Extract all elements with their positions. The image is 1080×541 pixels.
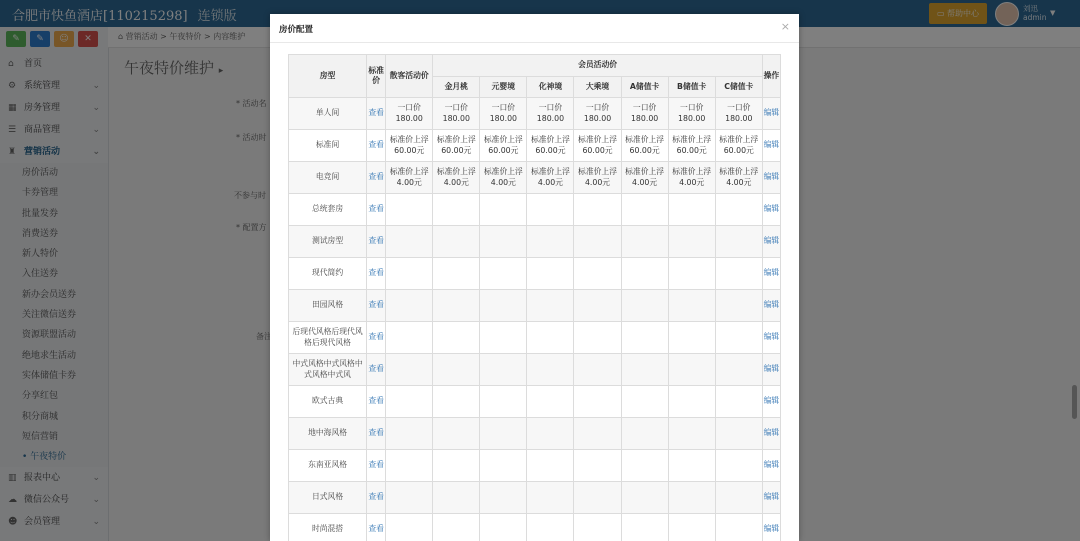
standard-price-cell: [367, 194, 386, 226]
member-price-cell: [480, 418, 527, 450]
edit-link[interactable]: 编辑: [763, 460, 780, 470]
member-price-cell: [715, 290, 762, 322]
view-link[interactable]: 查看: [368, 140, 384, 150]
member-price-cell: [621, 386, 668, 418]
operation-cell: [762, 322, 780, 354]
member-price-cell: [621, 194, 668, 226]
room-type-cell: 测试房型: [289, 226, 367, 258]
table-row: [289, 162, 781, 194]
member-price-cell: 标准价上浮4.00元: [574, 162, 621, 194]
member-price-cell: 标准价上浮4.00元: [433, 162, 480, 194]
room-type-cell: 总统套房: [289, 194, 367, 226]
operation-cell: [762, 162, 780, 194]
header-member-price: 会员活动价: [433, 55, 763, 77]
member-price-cell: [527, 194, 574, 226]
member-price-cell: [480, 290, 527, 322]
member-price-cell: [621, 258, 668, 290]
member-price-cell: [433, 290, 480, 322]
standard-price-cell: [367, 130, 386, 162]
member-price-cell: [527, 514, 574, 541]
member-price-cell: [621, 482, 668, 514]
member-price-cell: [668, 354, 715, 386]
member-level-header: 化神境: [527, 77, 574, 98]
edit-link[interactable]: 编辑: [763, 204, 780, 214]
member-price-cell: [715, 482, 762, 514]
standard-price-cell: [367, 354, 386, 386]
member-price-cell: [480, 354, 527, 386]
member-price-cell: [433, 354, 480, 386]
member-price-cell: [480, 514, 527, 541]
member-price-cell: [574, 450, 621, 482]
walkin-price-cell: [386, 258, 433, 290]
walkin-price-cell: [386, 194, 433, 226]
member-price-cell: [433, 514, 480, 541]
member-price-cell: [527, 290, 574, 322]
member-price-cell: [574, 322, 621, 354]
view-link[interactable]: 查看: [368, 364, 384, 374]
room-type-cell: 标准间: [289, 130, 367, 162]
member-price-cell: 标准价上浮60.00元: [480, 130, 527, 162]
member-price-cell: [668, 386, 715, 418]
member-price-cell: [668, 226, 715, 258]
member-level-header: 元婴境: [480, 77, 527, 98]
standard-price-cell: [367, 514, 386, 541]
standard-price-cell: [367, 162, 386, 194]
room-type-cell: 田园风格: [289, 290, 367, 322]
member-price-cell: [433, 258, 480, 290]
table-row: [289, 354, 781, 386]
table-row: [289, 258, 781, 290]
edit-link[interactable]: 编辑: [763, 396, 780, 406]
walkin-price-cell: [386, 322, 433, 354]
member-price-cell: [715, 258, 762, 290]
header-walkin-price: 散客活动价: [386, 55, 433, 98]
member-level-header: 金月桃: [433, 77, 480, 98]
member-price-cell: [668, 290, 715, 322]
room-type-cell: 地中海风格: [289, 418, 367, 450]
member-price-cell: [621, 354, 668, 386]
member-price-cell: [527, 418, 574, 450]
operation-cell: [762, 98, 780, 130]
member-price-cell: 一口价180.00: [715, 98, 762, 130]
member-price-cell: [480, 226, 527, 258]
walkin-price-cell: 标准价上浮4.00元: [386, 162, 433, 194]
edit-link[interactable]: 编辑: [763, 268, 780, 278]
standard-price-cell: [367, 290, 386, 322]
operation-cell: [762, 386, 780, 418]
walkin-price-cell: [386, 450, 433, 482]
member-price-cell: 一口价180.00: [574, 98, 621, 130]
member-price-cell: [480, 482, 527, 514]
member-price-cell: [668, 322, 715, 354]
member-price-cell: [433, 418, 480, 450]
view-link[interactable]: 查看: [368, 428, 384, 438]
member-price-cell: [527, 322, 574, 354]
member-price-cell: [480, 386, 527, 418]
view-link[interactable]: 查看: [368, 108, 384, 118]
walkin-price-cell: [386, 354, 433, 386]
member-price-cell: [574, 258, 621, 290]
standard-price-cell: [367, 386, 386, 418]
operation-cell: [762, 354, 780, 386]
member-level-header: C储值卡: [715, 77, 762, 98]
table-row: [289, 482, 781, 514]
table-row: [289, 450, 781, 482]
view-link[interactable]: 查看: [368, 332, 384, 342]
view-link[interactable]: 查看: [368, 524, 384, 534]
room-type-cell: 现代简约: [289, 258, 367, 290]
member-price-cell: [715, 418, 762, 450]
table-row: [289, 386, 781, 418]
modal-title: 房价配置: [279, 25, 314, 35]
view-link[interactable]: 查看: [368, 204, 384, 214]
member-price-cell: [527, 450, 574, 482]
table-row: [289, 514, 781, 541]
standard-price-cell: [367, 418, 386, 450]
operation-cell: [762, 258, 780, 290]
member-level-header: A储值卡: [621, 77, 668, 98]
member-price-cell: 标准价上浮60.00元: [621, 130, 668, 162]
standard-price-cell: [367, 450, 386, 482]
standard-price-cell: [367, 322, 386, 354]
member-price-cell: [715, 354, 762, 386]
member-price-cell: [574, 514, 621, 541]
room-type-cell: 日式风格: [289, 482, 367, 514]
edit-link[interactable]: 编辑: [763, 332, 780, 342]
member-price-cell: 一口价180.00: [480, 98, 527, 130]
member-price-cell: 一口价180.00: [527, 98, 574, 130]
member-price-cell: [574, 354, 621, 386]
room-type-cell: 后现代风格后现代风格后现代风格: [289, 322, 367, 354]
room-type-cell: 欧式古典: [289, 386, 367, 418]
edit-link[interactable]: 编辑: [763, 492, 780, 502]
view-link[interactable]: 查看: [368, 460, 384, 470]
member-price-cell: [574, 194, 621, 226]
walkin-price-cell: 一口价180.00: [386, 98, 433, 130]
member-price-cell: 标准价上浮60.00元: [527, 130, 574, 162]
operation-cell: [762, 226, 780, 258]
member-price-cell: [621, 226, 668, 258]
member-price-cell: [668, 482, 715, 514]
walkin-price-cell: [386, 514, 433, 541]
member-price-cell: 一口价180.00: [621, 98, 668, 130]
member-price-cell: [527, 226, 574, 258]
member-price-cell: [621, 450, 668, 482]
walkin-price-cell: [386, 226, 433, 258]
table-row: [289, 322, 781, 354]
edit-link[interactable]: 编辑: [763, 236, 780, 246]
member-price-cell: [668, 514, 715, 541]
room-type-cell: 东南亚风格: [289, 450, 367, 482]
walkin-price-cell: 标准价上浮60.00元: [386, 130, 433, 162]
standard-price-cell: [367, 98, 386, 130]
member-price-cell: [527, 482, 574, 514]
member-price-cell: 标准价上浮4.00元: [668, 162, 715, 194]
price-table: [288, 54, 781, 541]
member-price-cell: [433, 226, 480, 258]
edit-link[interactable]: 编辑: [763, 140, 780, 150]
member-price-cell: [668, 418, 715, 450]
member-price-cell: [480, 258, 527, 290]
member-price-cell: [668, 194, 715, 226]
operation-cell: [762, 290, 780, 322]
view-link[interactable]: 查看: [368, 396, 384, 406]
member-level-header: 大乘境: [574, 77, 621, 98]
member-price-cell: [574, 418, 621, 450]
table-row: [289, 290, 781, 322]
view-link[interactable]: 查看: [368, 172, 384, 182]
member-price-cell: 一口价180.00: [668, 98, 715, 130]
room-type-cell: 时尚混搭: [289, 514, 367, 541]
operation-cell: [762, 450, 780, 482]
member-price-cell: [715, 450, 762, 482]
edit-link[interactable]: 编辑: [763, 364, 780, 374]
price-config-modal: [270, 14, 799, 541]
edit-link[interactable]: 编辑: [763, 524, 780, 534]
member-price-cell: 标准价上浮4.00元: [715, 162, 762, 194]
member-price-cell: [715, 194, 762, 226]
member-price-cell: [621, 418, 668, 450]
member-price-cell: [668, 450, 715, 482]
member-price-cell: 标准价上浮60.00元: [433, 130, 480, 162]
member-price-cell: [480, 322, 527, 354]
walkin-price-cell: [386, 482, 433, 514]
member-price-cell: [668, 258, 715, 290]
view-link[interactable]: 查看: [368, 492, 384, 502]
member-price-cell: 一口价180.00: [433, 98, 480, 130]
member-price-cell: [715, 226, 762, 258]
table-row: [289, 418, 781, 450]
standard-price-cell: [367, 258, 386, 290]
member-price-cell: [621, 322, 668, 354]
table-row: [289, 98, 781, 130]
walkin-price-cell: [386, 386, 433, 418]
member-price-cell: [574, 386, 621, 418]
room-type-cell: 中式风格中式风格中式风格中式风: [289, 354, 367, 386]
header-operation: 操作: [762, 55, 780, 98]
operation-cell: [762, 482, 780, 514]
edit-link[interactable]: 编辑: [763, 428, 780, 438]
member-price-cell: [527, 354, 574, 386]
edit-link[interactable]: 编辑: [763, 300, 780, 310]
walkin-price-cell: [386, 418, 433, 450]
room-type-cell: 电竞间: [289, 162, 367, 194]
room-type-cell: 单人间: [289, 98, 367, 130]
table-row: [289, 130, 781, 162]
member-price-cell: [715, 322, 762, 354]
member-price-cell: [715, 386, 762, 418]
member-price-cell: 标准价上浮60.00元: [668, 130, 715, 162]
member-price-cell: [621, 290, 668, 322]
modal-header: [270, 14, 799, 43]
member-price-cell: [574, 290, 621, 322]
member-price-cell: 标准价上浮60.00元: [574, 130, 621, 162]
member-price-cell: [621, 514, 668, 541]
member-price-cell: [574, 482, 621, 514]
edit-link[interactable]: 编辑: [763, 172, 780, 182]
member-price-cell: 标准价上浮60.00元: [715, 130, 762, 162]
header-standard-price: 标准价: [367, 55, 386, 98]
member-price-cell: 标准价上浮4.00元: [527, 162, 574, 194]
member-price-cell: [433, 322, 480, 354]
member-price-cell: [527, 258, 574, 290]
walkin-price-cell: [386, 290, 433, 322]
member-price-cell: [433, 194, 480, 226]
table-row: [289, 194, 781, 226]
operation-cell: [762, 130, 780, 162]
member-price-cell: [480, 194, 527, 226]
operation-cell: [762, 514, 780, 541]
standard-price-cell: [367, 226, 386, 258]
member-price-cell: [574, 226, 621, 258]
view-link[interactable]: 查看: [368, 300, 384, 310]
operation-cell: [762, 418, 780, 450]
operation-cell: [762, 194, 780, 226]
member-price-cell: [527, 386, 574, 418]
close-icon[interactable]: ×: [780, 20, 790, 33]
member-price-cell: [715, 514, 762, 541]
price-table-wrap: [288, 54, 781, 541]
member-price-cell: [433, 482, 480, 514]
view-link[interactable]: 查看: [368, 236, 384, 246]
member-price-cell: 标准价上浮4.00元: [480, 162, 527, 194]
member-level-header: B储值卡: [668, 77, 715, 98]
member-price-cell: 标准价上浮4.00元: [621, 162, 668, 194]
page-scrollbar[interactable]: [1072, 385, 1077, 419]
view-link[interactable]: 查看: [368, 268, 384, 278]
edit-link[interactable]: 编辑: [763, 108, 780, 118]
member-price-cell: [433, 386, 480, 418]
table-row: [289, 226, 781, 258]
header-room-type: 房型: [289, 55, 367, 98]
member-price-cell: [480, 450, 527, 482]
member-price-cell: [433, 450, 480, 482]
standard-price-cell: [367, 482, 386, 514]
